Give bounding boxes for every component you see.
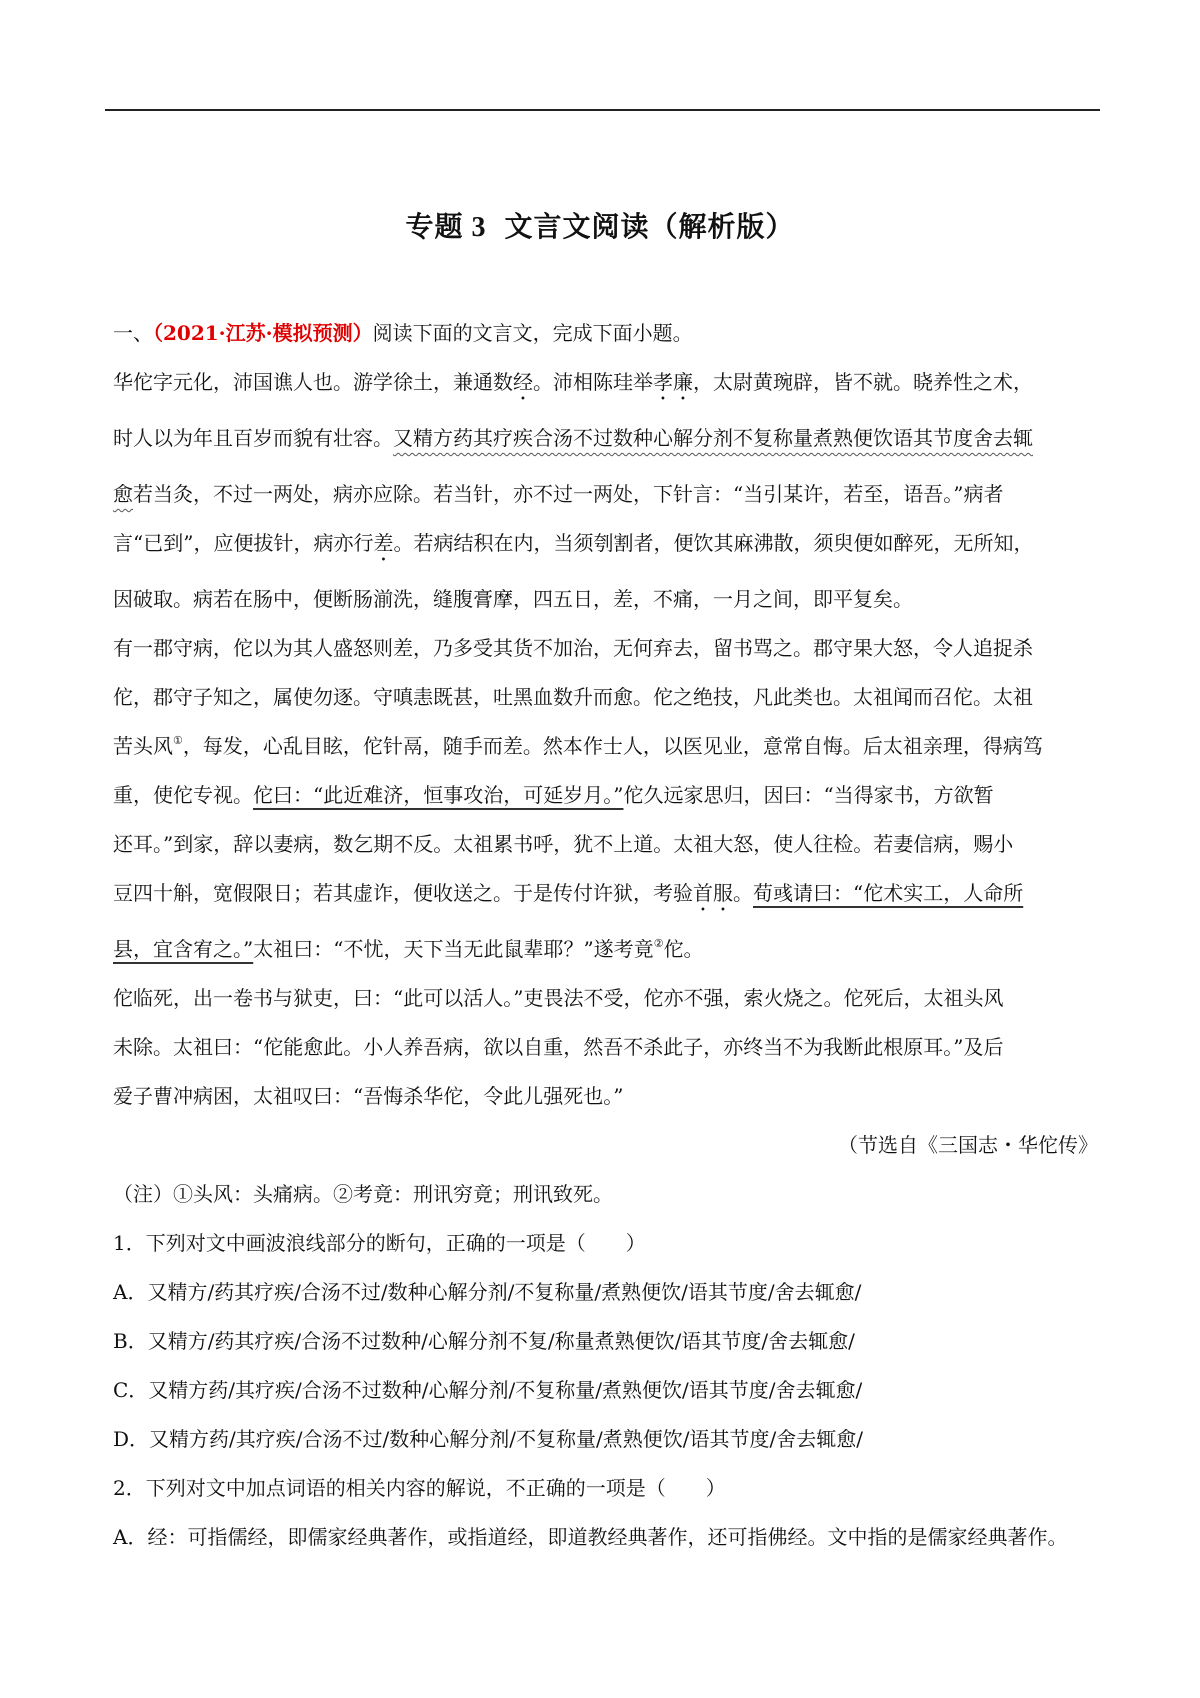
text-span: 。 — [733, 881, 753, 905]
intro-prefix: 一、 — [113, 321, 153, 345]
passage-line — [113, 423, 1098, 479]
wavy-underlined-text: 愈 — [113, 482, 133, 506]
intro-instruction: 阅读下面的文言文，完成下面小题。 — [372, 321, 693, 345]
text-span: 太祖曰：“不忧，天下当无此鼠辈耶？”遂考竟 — [253, 937, 654, 961]
passage-line — [113, 934, 1098, 983]
underlined-sentence: 佗曰：“此近难济，恒事攻治，可延岁月。” — [253, 783, 624, 807]
text-span: 言“已到”，应便拔针，病亦行 — [113, 531, 374, 555]
passage-line: 未除。太祖曰：“佗能愈此。小人养吾病，欲以自重，然吾不杀此子，亦终当不为我断此根原耳。”及后 — [113, 1035, 1004, 1059]
document-body — [113, 318, 1098, 1571]
text-span: 。若病结积在内，当须刳割者，便饮其麻沸散，须臾便如醉死，无所知， — [393, 531, 1034, 555]
passage-line: 因破取。病若在肠中，便断肠湔洗，缝腹膏摩，四五日，差，不痛，一月之间，即平复矣。 — [113, 587, 913, 611]
source-citation: （节选自《三国志・华佗传》 — [838, 1133, 1098, 1157]
footnote-marker: ① — [173, 734, 183, 747]
dotted-word: 首 — [693, 881, 713, 905]
dotted-word: 差 — [373, 531, 394, 555]
text-span: 若当灸，不过一两处，病亦应除。若当针，亦不过一两处，下针言：“当引某许，若至，语吾。”病者 — [133, 482, 1004, 506]
underlined-sentence: 荀彧请曰：“佗术实工，人命所 — [753, 881, 1024, 905]
text-span: 佗久远家思归，因曰：“当得家书，方欲暂 — [623, 783, 994, 807]
text-span: 苦头风 — [113, 734, 173, 758]
passage-line — [113, 731, 1098, 780]
wavy-underlined-text: 又精方药其疗疾合汤不过数种心解分剂不复称量煮熟便饮语其节度舍去辄 — [393, 426, 1033, 450]
text-span: 时人以为年且百岁而貌有壮容。 — [113, 426, 393, 450]
intro-line — [113, 318, 1098, 367]
passage-line — [113, 528, 1098, 584]
source-tag: （2021·江苏·模拟预测） — [153, 321, 373, 345]
question-1: 1．下列对文中画波浪线部分的断句，正确的一项是（ ） — [113, 1231, 646, 1255]
title-number: 专题 3 — [405, 212, 487, 243]
question-2: 2．下列对文中加点词语的相关内容的解说，不正确的一项是（ ） — [113, 1476, 726, 1500]
title-text: 文言文阅读（解析版） — [504, 210, 795, 243]
passage-line — [113, 878, 1098, 934]
dotted-word: 廉 — [673, 370, 693, 394]
passage-line: 还耳。”到家，辞以妻病，数乞期不反。太祖累书呼，犹不上道。太祖大怒，使人往检。若妻信病，赐小 — [113, 832, 1014, 856]
underlined-sentence: 县，宜含宥之。” — [113, 937, 254, 961]
annotation-notes: （注）①头风：头痛病。②考竟：刑讯穷竟；刑讯致死。 — [113, 1182, 613, 1206]
text-span: ，太尉黄琬辟，皆不就。晓养性之术， — [693, 370, 1033, 394]
header-rule — [105, 109, 1100, 111]
page-title — [0, 205, 1200, 245]
passage-line: 有一郡守病，佗以为其人盛怒则差，乃多受其货不加治，无何弃去，留书骂之。郡守果大怒，令人追捉杀 — [113, 636, 1033, 660]
question-1-option-b: B．又精方/药其疗疾/合汤不过数种/心解分剂不复/称量煮熟便饮/语其节度/舍去辄愈/ — [113, 1329, 855, 1353]
passage-line — [113, 367, 1098, 423]
question-2-option-a: A．经：可指儒经，即儒家经典著作，或指道经，即道教经典著作，还可指佛经。文中指的是儒家经典著作。 — [113, 1525, 1068, 1549]
text-span: 重，使佗专视。 — [113, 783, 253, 807]
dotted-word: 孝 — [653, 370, 673, 394]
passage-line — [113, 780, 1098, 829]
passage-line — [113, 479, 1098, 528]
footnote-marker: ② — [653, 937, 664, 950]
passage-line: 佗临死，出一卷书与狱吏，曰：“此可以活人。”吏畏法不受，佗亦不强，索火烧之。佗死后，太祖头风 — [113, 986, 1004, 1010]
question-1-option-d: D．又精方药/其疗疾/合汤不过/数种心解分剂/不复称量/煮熟便饮/语其节度/舍去辄愈/ — [113, 1427, 863, 1451]
text-span: 佗。 — [663, 937, 704, 961]
dotted-word: 服 — [713, 881, 733, 905]
text-span: ，每发，心乱目眩，佗针鬲，随手而差。然本作士人，以医见业，意常自悔。后太祖亲理，得病笃 — [182, 734, 1043, 758]
question-1-option-a: A．又精方/药其疗疾/合汤不过/数种心解分剂/不复称量/煮熟便饮/语其节度/舍去辄愈/ — [113, 1280, 862, 1304]
question-1-option-c: C．又精方药/其疗疾/合汤不过数种/心解分剂/不复称量/煮熟便饮/语其节度/舍去辄愈/ — [113, 1378, 863, 1402]
text-span: 。沛相陈珪举 — [533, 370, 653, 394]
text-span: 豆四十斛，宽假限日；若其虚诈，便收送之。于是传付许狱，考验 — [113, 881, 693, 905]
dotted-word: 经 — [513, 370, 533, 394]
text-span: 华佗字元化，沛国谯人也。游学徐土，兼通数 — [113, 370, 513, 394]
passage-line: 佗，郡守子知之，属使勿逐。守嗔恚既甚，吐黑血数升而愈。佗之绝技，凡此类也。太祖闻而召佗。太祖 — [113, 685, 1033, 709]
passage-line: 爱子曹冲病困，太祖叹曰：“吾悔杀华佗，令此儿强死也。” — [113, 1084, 624, 1108]
